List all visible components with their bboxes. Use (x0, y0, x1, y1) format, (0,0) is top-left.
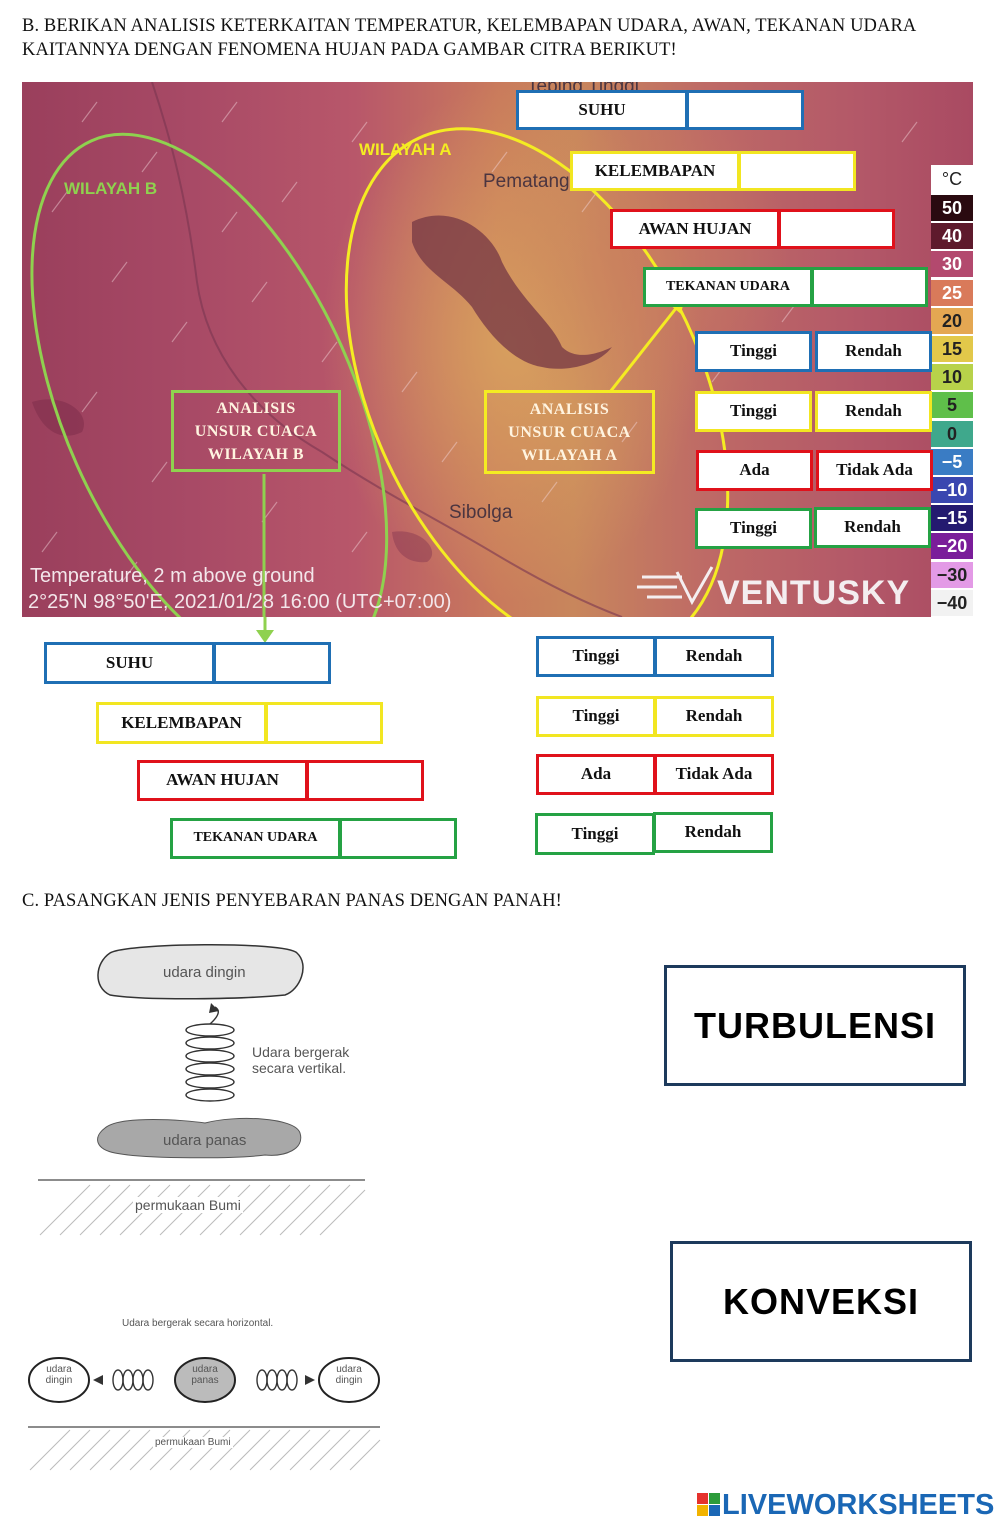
region-a-analysis-line3: WILAYAH A (521, 446, 618, 464)
legend-cell: 40 (931, 223, 973, 249)
region-a-suhu-dropzone[interactable] (686, 90, 804, 130)
hot-air-label: udara panas (163, 1132, 247, 1149)
liveworksheets-brand: LIVEWORKSHEETS (722, 1489, 995, 1521)
place-label-sibolga: Sibolga (449, 502, 513, 523)
region-a-tekanan-label: TEKANAN UDARA (643, 267, 813, 307)
turbulensi-answer-box[interactable]: TURBULENSI (664, 965, 966, 1086)
left-cold-line2: dingin (45, 1375, 73, 1386)
temperature-legend (931, 165, 973, 617)
region-a-awan-option-tidak-ada[interactable]: Tidak Ada (816, 450, 933, 491)
left-cold-line1: udara (46, 1364, 72, 1375)
region-b-suhu-option-tinggi[interactable]: Tinggi (536, 636, 656, 677)
legend-cell: −30 (931, 562, 973, 588)
legend-cell: −40 (931, 590, 973, 616)
region-a-awan-option-ada[interactable]: Ada (696, 450, 813, 491)
region-b-analysis-line3: WILAYAH B (207, 445, 305, 463)
cold-air-label: udara dingin (163, 964, 246, 981)
region-a-analysis-line2: UNSUR CUACA (508, 423, 631, 441)
region-b-analysis-line2: UNSUR CUACA (194, 422, 318, 440)
legend-cell: −10 (931, 477, 973, 503)
convection-diagram (25, 1305, 385, 1475)
right-cold-line2: dingin (335, 1375, 363, 1386)
region-b-suhu-dropzone[interactable] (213, 642, 331, 684)
region-b-suhu-label: SUHU (44, 642, 215, 684)
middle-hot-line1: udara (192, 1364, 218, 1375)
legend-cell: 25 (931, 280, 973, 306)
legend-cell: 20 (931, 308, 973, 334)
right-cold-line1: udara (336, 1364, 362, 1375)
region-a-kelembapan-option-tinggi[interactable]: Tinggi (695, 391, 812, 432)
region-b-analysis-box (171, 390, 341, 472)
legend-cell: −15 (931, 505, 973, 531)
ground-label: permukaan Bumi (135, 1197, 241, 1213)
left-cold-air-label (31, 1364, 87, 1386)
liveworksheets-logo-icon (697, 1493, 721, 1517)
region-b-kelembapan-option-rendah[interactable]: Rendah (654, 696, 774, 737)
region-b-arrow-tail (252, 617, 278, 645)
right-cold-air-label (321, 1364, 377, 1386)
region-a-suhu-label: SUHU (516, 90, 688, 130)
place-label-pematang: Pematang (483, 171, 570, 192)
map-caption-title: Temperature, 2 m above ground (30, 565, 315, 587)
region-a-awan-dropzone[interactable] (778, 209, 895, 249)
vertical-movement-note (252, 1044, 349, 1076)
region-a-tekanan-option-tinggi[interactable]: Tinggi (695, 508, 812, 549)
middle-hot-line2: panas (191, 1375, 219, 1386)
region-a-kelembapan-dropzone[interactable] (738, 151, 856, 191)
region-b-awan-dropzone[interactable] (306, 760, 424, 801)
region-b-kelembapan-option-tinggi[interactable]: Tinggi (536, 696, 656, 737)
warm-area-east (492, 92, 792, 432)
region-b-awan-option-ada[interactable]: Ada (536, 754, 656, 795)
konveksi-answer-box[interactable]: KONVEKSI (670, 1241, 972, 1362)
horizontal-movement-note: Udara bergerak secara horizontal. (122, 1318, 274, 1329)
region-b-suhu-option-rendah[interactable]: Rendah (654, 636, 774, 677)
region-a-kelembapan-option-rendah[interactable]: Rendah (815, 391, 932, 432)
legend-cell: −20 (931, 533, 973, 559)
horizontal-diagram-graphic (25, 1305, 385, 1475)
legend-unit: °C (941, 169, 963, 189)
region-a-tekanan-dropzone[interactable] (811, 267, 928, 307)
region-a-suhu-option-tinggi[interactable]: Tinggi (695, 331, 812, 372)
ground-label-2: permukaan Bumi (155, 1437, 231, 1448)
vertical-note-line2: secara vertikal. (252, 1060, 347, 1076)
section-b-heading-line2: KAITANNYA DENGAN FENOMENA HUJAN PADA GAMBAR CITRA BERIKUT! (22, 40, 677, 60)
region-b-label: WILAYAH B (64, 179, 158, 198)
region-b-tekanan-dropzone[interactable] (339, 818, 457, 859)
ventusky-logo-icon (637, 567, 712, 602)
legend-cell: −5 (931, 449, 973, 475)
region-a-suhu-option-rendah[interactable]: Rendah (815, 331, 932, 372)
region-b-awan-option-tidak-ada[interactable]: Tidak Ada (654, 754, 774, 795)
map-caption-coordinates: 2°25'N 98°50'E, 2021/01/28 16:00 (UTC+07:00) (28, 591, 452, 613)
legend-cell: 50 (931, 195, 973, 221)
region-b-kelembapan-dropzone[interactable] (265, 702, 383, 744)
region-a-label: WILAYAH A (359, 140, 452, 159)
region-a-tekanan-option-rendah[interactable]: Rendah (814, 507, 931, 548)
ventusky-brand: VENTUSKY (717, 574, 911, 612)
middle-hot-air-label (177, 1364, 233, 1386)
legend-cell: 15 (931, 336, 973, 362)
region-b-kelembapan-label: KELEMBAPAN (96, 702, 267, 744)
legend-cell: 10 (931, 364, 973, 390)
legend-cell: 0 (931, 421, 973, 447)
region-b-tekanan-option-rendah[interactable]: Rendah (653, 812, 773, 853)
region-b-tekanan-option-tinggi[interactable]: Tinggi (535, 813, 655, 855)
region-a-analysis-box (484, 390, 655, 474)
vertical-note-line1: Udara bergerak (252, 1044, 350, 1060)
region-b-tekanan-label: TEKANAN UDARA (170, 818, 341, 859)
region-b-analysis-line1: ANALISIS (216, 399, 296, 417)
turbulence-diagram (35, 935, 375, 1240)
region-a-kelembapan-label: KELEMBAPAN (570, 151, 740, 191)
section-b-heading-line1: B. BERIKAN ANALISIS KETERKAITAN TEMPERATUR, KELEMBAPAN UDARA, AWAN, TEKANAN UDARA (22, 16, 917, 36)
section-b-heading (22, 14, 982, 62)
region-b-awan-label: AWAN HUJAN (137, 760, 308, 801)
region-a-awan-label: AWAN HUJAN (610, 209, 780, 249)
section-c-heading: C. PASANGKAN JENIS PENYEBARAN PANAS DENGAN PANAH! (22, 891, 562, 911)
legend-cell: 5 (931, 392, 973, 418)
legend-cell: 30 (931, 251, 973, 277)
region-a-analysis-line1: ANALISIS (529, 400, 610, 418)
